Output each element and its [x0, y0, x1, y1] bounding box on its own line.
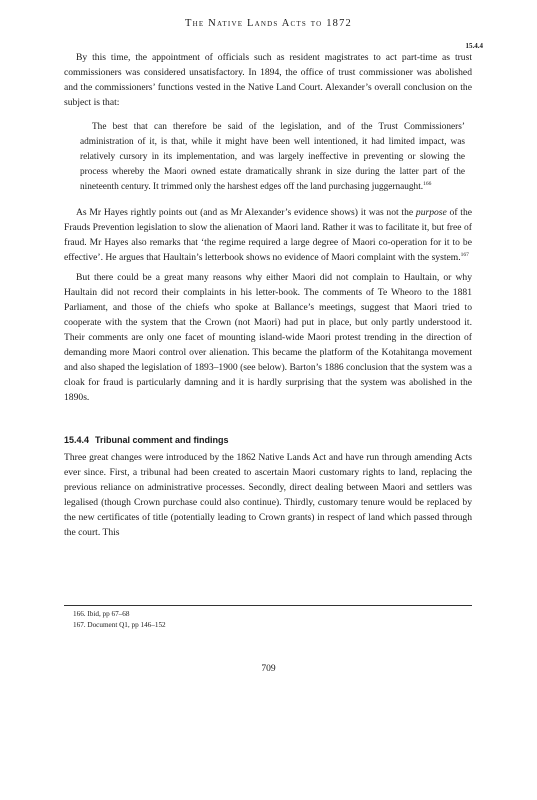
- quote-text: The best that can therefore be said of the legislation, and of the Trust Commissioners’ administration of it, is that, while it might have been well intentioned, it had limited impact, was relatively cursory in its implementation, and was largely ineffective in preventing or slowing the process whereby the Maori owned estate dramatically shrank in size during the latter part of the nineteenth century. It trimmed only the harshest edges off the land purchasing juggernaught.: [80, 122, 465, 192]
- footnote-166: 166. Ibid, pp 67–68: [73, 610, 130, 618]
- paragraph-1: By this time, the appointment of officials such as resident magistrates to act part-time as trust commissioners was considered unsatisfactory. In 1894, the office of trust commissioner was abolished and the commissioners’ functions vested in the Native Land Court. Alexander’s overall conclusion on the subject is that:: [64, 52, 472, 108]
- footnotes: [73, 609, 166, 631]
- block-quote: [80, 120, 465, 195]
- main-text: [64, 50, 472, 540]
- footnote-167: 167. Document Q1, pp 146–152: [73, 621, 166, 629]
- section-number: 15.4.4: [64, 435, 90, 445]
- paragraph-2: As Mr Hayes rightly points out (and as Mr Alexander’s evidence shows) it was not the purpose of the Frauds Prevention legislation to slow the alienation of Maori land. Rather it was to facilitate it, but free of fraud. Mr Hayes also remarks that ‘the regime required a large degree of Maori co-operation for it to be effective’. He argues that Haultain’s letterbook shows no evidence of Maori complaint with the system.$^{167}$: [64, 207, 472, 263]
- page-number: 709: [261, 664, 276, 674]
- footnote-divider: [64, 605, 472, 606]
- section-reference: 15.4.4: [465, 42, 483, 50]
- footnote-ref-167: 167: [460, 251, 469, 258]
- section-heading: [64, 433, 472, 448]
- emphasis-purpose: purpose: [415, 207, 447, 218]
- footnote-ref-166: 166: [423, 180, 432, 187]
- running-head: The Native Lands Acts to 1872: [185, 18, 352, 29]
- paragraph-3: But there could be a great many reasons why either Maori did not complain to Haultain, or why Haultain did not record their complaints in his letter-book. The comments of Te Wheoro to the 1881 Parliament, and those of the chiefs who spoke at Ballance’s meetings, suggest that Maori tried to cooperate with the system that the Crown (not Maori) had put in place, but only partly understood it. Their comments are only one facet of mounting island-wide Maori protest trending in the direction of demanding more Maori control over alienation. This became the platform of the Kotahitanga movement and also shaped the legislation of 1893–1900 (see below). Barton’s 1886 conclusion that the system was a cloak for fraud is particularly damning and it is hardly surprising that the system was abolished in the 1890s.: [64, 272, 472, 403]
- section-title: Tribunal comment and findings: [95, 435, 229, 445]
- section-paragraph-1: Three great changes were introduced by the 1862 Native Lands Act and have run through amending Acts ever since. First, a tribunal had been created to ascertain Maori customary rights to land, replacing the previous reliance on administrative processes. Secondly, direct dealing between Maori and settlers was legalised (though Crown purchase could also continue). Thirdly, customary tenure would be replaced by the new certificates of title (potentially leading to Crown grants) in respect of land which passed through the court. This: [64, 452, 472, 538]
